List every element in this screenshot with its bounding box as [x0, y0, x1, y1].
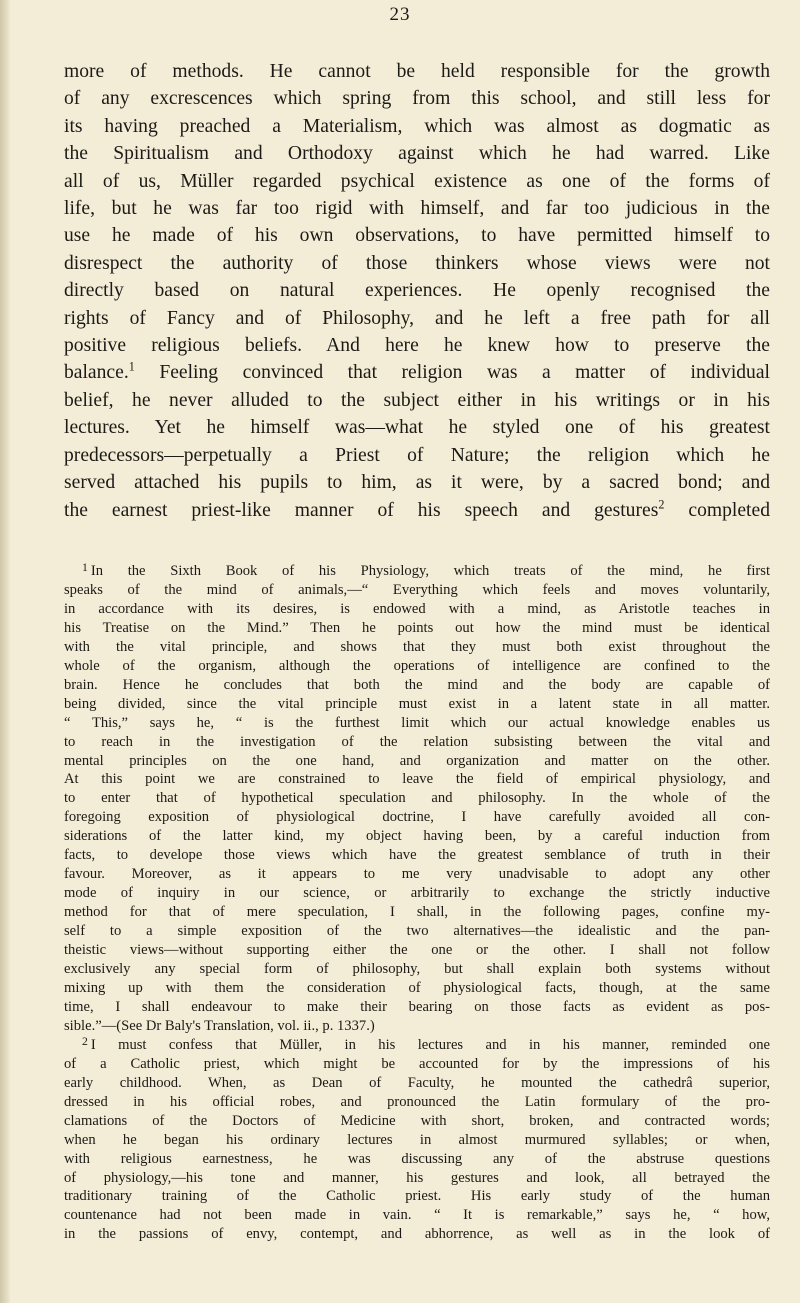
footnote-line: At this point we are constrained to leave the field of empirical physiology, and — [64, 771, 770, 788]
text-line: directly based on natural experiences. He openly recognised the — [64, 280, 770, 302]
footnote-line: dressed in his official robes, and pronounced the Latin formulary of the pro- — [64, 1093, 770, 1110]
text-fragment: completed — [688, 499, 770, 521]
footnote-line: early childhood. When, as Dean of Faculty, he mounted the cathedrâ superior, — [64, 1074, 770, 1091]
footnote-line: brain. Hence he concludes that both the mind and the body are capable of — [64, 676, 770, 693]
text-line: the Spiritualism and Orthodoxy against which he had warred. Like — [64, 143, 770, 165]
footnote-line — [64, 1036, 770, 1055]
text-line: its having preached a Materialism, which was almost as dogmatic as — [64, 115, 770, 137]
text-line: of any excrescences which spring from this school, and still less for — [64, 88, 770, 110]
footnote-line: whole of the organism, although the operations of intelligence are confined to the — [64, 657, 770, 674]
footnote-line: in accordance with its desires, is endowed with a mind, as Aristotle teaches in — [64, 600, 770, 617]
footnote-line: of physiology,—his tone and manner, his gestures and look, all betrayed the — [64, 1169, 770, 1186]
text-line: served attached his pupils to him, as it were, by a sacred bond; and — [64, 472, 770, 494]
footnote-line: traditionary training of the Catholic priest. His early study of the human — [64, 1188, 770, 1205]
footnote-2 — [64, 1036, 770, 1244]
main-text — [64, 58, 770, 524]
text-fragment: Feeling convinced that religion was a matter of individual — [159, 362, 770, 384]
footnote-line: his Treatise on the Mind.” Then he points out how the mind must be identical — [64, 619, 770, 636]
footnotes — [64, 562, 770, 1244]
text-line: all of us, Müller regarded psychical existence as one of the forms of — [64, 170, 770, 192]
footnote-line: foregoing exposition of physiological doctrine, I have carefully avoided all con- — [64, 809, 770, 826]
text-line: rights of Fancy and of Philosophy, and he left a free path for all — [64, 307, 770, 329]
text-line: lectures. Yet he himself was—what he styled one of his greatest — [64, 417, 770, 439]
text-line: predecessors—perpetually a Priest of Nature; the religion which he — [64, 444, 770, 466]
text-line: belief, he never alluded to the subject either in his writings or in his — [64, 389, 770, 411]
footnote-mark: 2 — [82, 1034, 88, 1048]
footnote-line: with the vital principle, and shows that they must both exist throughout the — [64, 638, 770, 655]
footnote-line: clamations of the Doctors of Medicine with short, broken, and contracted words; — [64, 1112, 770, 1129]
footnote-line: to reach in the investigation of the relation subsisting between the vital and — [64, 733, 770, 750]
text-line: use he made of his own observations, to have permitted himself to — [64, 225, 770, 247]
footnote-line: mode of inquiry in our science, or arbitrarily to exchange the strictly inductive — [64, 885, 770, 902]
footnote-ref-2: 2 — [658, 497, 665, 512]
footnote-line: with religious earnestness, he was discussing any of the abstruse questions — [64, 1150, 770, 1167]
text-fragment: the earnest priest-like manner of his speech and gestures — [64, 499, 659, 521]
footnote-line: to enter that of hypothetical speculation and philosophy. In the whole of the — [64, 790, 770, 807]
footnote-line: being divided, since the vital principle must exist in a latent state in all matter. — [64, 695, 770, 712]
footnote-line: mixing up with them the consideration of physiological facts, though, at the same — [64, 979, 770, 996]
footnote-1 — [64, 562, 770, 1036]
footnote-line: exclusively any special form of philosophy, but shall explain both systems without — [64, 961, 770, 978]
footnote-line: of a Catholic priest, which might be accounted for by the impressions of his — [64, 1055, 770, 1072]
page-binding-edge — [0, 0, 10, 1303]
footnote-line: in the passions of envy, contempt, and abhorrence, as well as in the look of — [64, 1226, 770, 1243]
text-line: positive religious beliefs. And here he knew how to preserve the — [64, 335, 770, 357]
footnote-line: siderations of the latter kind, my object having been, by a careful induction from — [64, 828, 770, 845]
footnote-line: facts, to develope those views which have the greatest semblance of truth in their — [64, 847, 770, 864]
text-line: disrespect the authority of those thinkers whose views were not — [64, 252, 770, 274]
footnote-mark: 1 — [82, 560, 88, 574]
text-line: life, but he was far too rigid with himself, and far too judicious in the — [64, 198, 770, 220]
text-line-with-note — [64, 497, 770, 524]
footnote-line: countenance had not been made in vain. “ It is remarkable,” says he, “ how, — [64, 1207, 770, 1224]
footnote-line: time, I shall endeavour to make their bearing on those facts as evident as pos- — [64, 998, 770, 1015]
footnote-line: theistic views—without supporting either the one or the other. I shall not follow — [64, 942, 770, 959]
footnote-line — [64, 562, 770, 581]
footnote-text: In the Sixth Book of his Physiology, which treats of the mind, he first — [90, 563, 770, 579]
footnote-line: mental principles on the one hand, and organization and matter on the other. — [64, 752, 770, 769]
page-number: 23 — [389, 4, 411, 25]
footnote-line: method for that of mere speculation, I shall, in the following pages, confine my- — [64, 904, 770, 921]
text-fragment: balance. — [64, 362, 129, 384]
text-line-with-note — [64, 359, 770, 386]
footnote-line: favour. Moreover, as it appears to me very unadvisable to adopt any other — [64, 866, 770, 883]
footnote-text: I must confess that Müller, in his lectures and in his manner, reminded one — [90, 1036, 770, 1053]
text-line: more of methods. He cannot be held responsible for the growth — [64, 61, 770, 82]
footnote-ref-1: 1 — [128, 360, 135, 375]
footnote-line: “ This,” says he, “ is the furthest limit which our actual knowledge enables us — [64, 714, 770, 731]
footnote-line: sible.”—(See Dr Baly's Translation, vol. ii., p. 1337.) — [64, 1017, 375, 1034]
footnote-line: when he began his ordinary lectures in almost murmured syllables; or when, — [64, 1131, 770, 1148]
footnote-line: speaks of the mind of animals,—“ Everything which feels and moves voluntarily, — [64, 581, 770, 598]
footnote-line: self to a simple exposition of the two alternatives—the idealistic and the pan- — [64, 923, 770, 940]
